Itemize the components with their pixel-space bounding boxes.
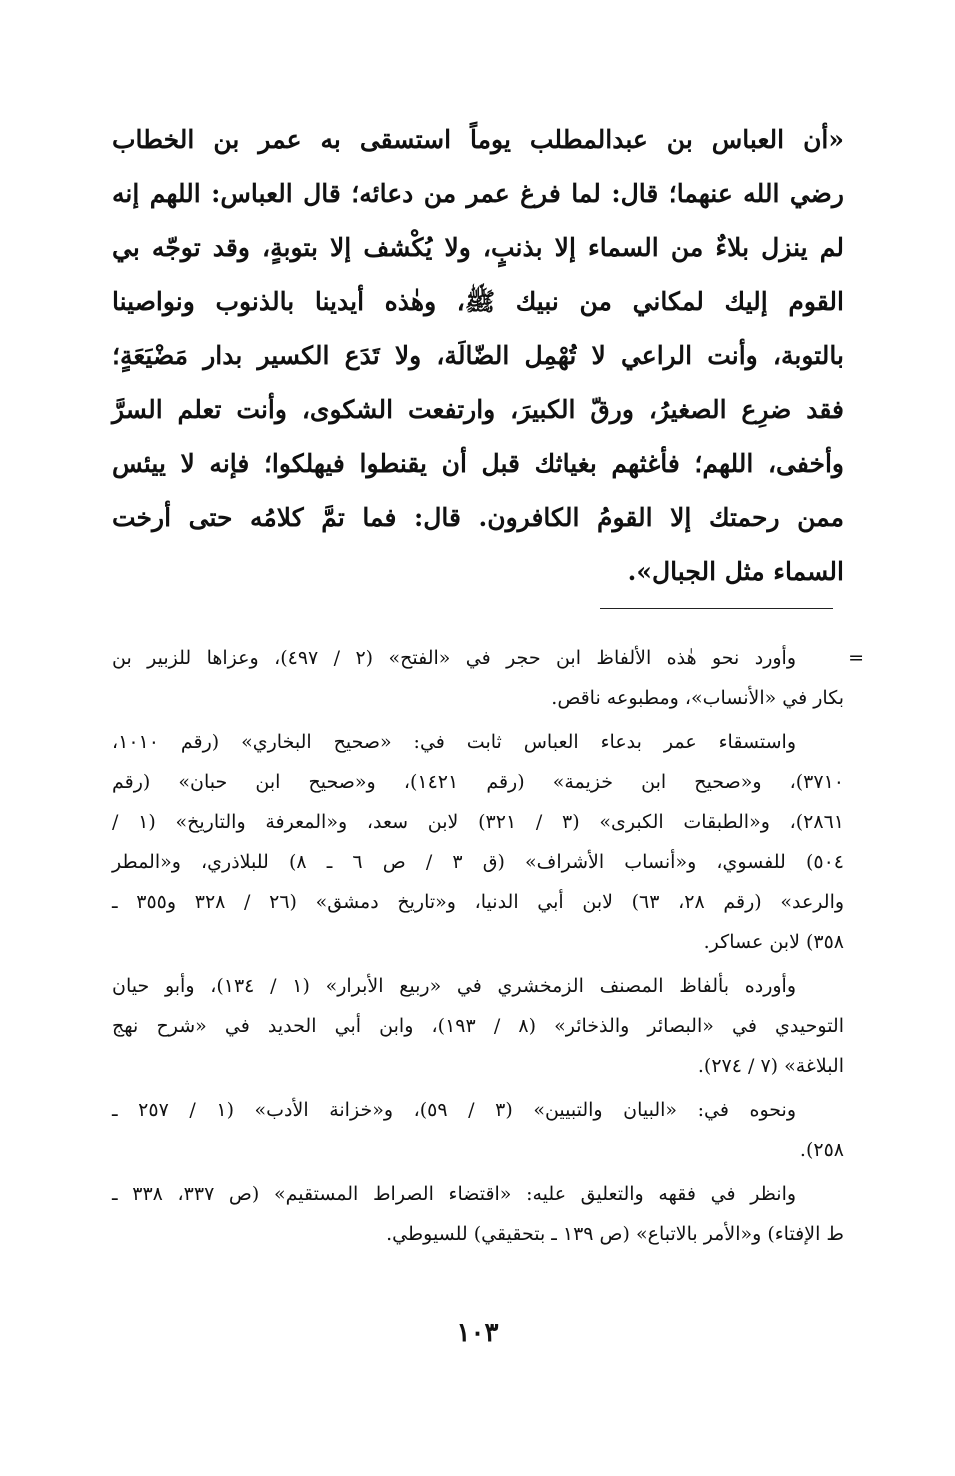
footnote-line: ٢٨٦١)، و«الطبقات الكبرى» (٣ / ٣٢١) لابن سعد، و«المعرفة والتاريخ» (١ / — [112, 811, 844, 833]
main-text-line: «أن العباس بن عبدالمطلب يوماً استسقى به عمر بن الخطاب — [112, 125, 844, 154]
footnote-paragraph — [112, 1174, 844, 1254]
footnote-paragraph — [112, 722, 844, 962]
footnote-line: ٢٥٨). — [799, 1139, 844, 1161]
footnote-line: بكار في «الأنساب»، ومطبوعه ناقص. — [551, 687, 844, 709]
footnote-line: ٣٥٨) لابن عساكر. — [703, 931, 844, 953]
main-text-line: القوم إليك لمكاني من نبيك ﷺ، وهٰذه أيدينا بالذنوب ونواصينا — [112, 287, 844, 316]
footnote-line: وأورد نحو هٰذه الألفاظ ابن حجر في «الفتح» (٢ / ٤٩٧)، وعزاها للزبير بن — [112, 647, 796, 669]
footnote-line: ٥٠٤) للفسوي، و«أنساب الأشراف» (ق ٣ / ص ٦ ـ ٨) للبلاذري، و«المطر — [112, 851, 844, 873]
continuation-marker: = — [848, 647, 864, 669]
footnote-line: وأورده بألفاظ المصنف الزمخشري في «ربيع الأبرار» (١ / ١٣٤)، وأبو حيان — [112, 975, 796, 997]
footnotes — [112, 638, 864, 1258]
main-text — [112, 113, 844, 599]
footnote-line: ٣٧١٠)، و«صحيح ابن خزيمة» (رقم ١٤٢١)، و«صحيح ابن حبان» (رقم — [112, 771, 844, 793]
main-text-line: لم ينزل بلاءٌ من السماء إلا بذنبٍ، ولا يُكْشف إلا بتوبةٍ، وقد توجّه بي — [112, 233, 844, 262]
footnote-line: والرعد» (رقم ٢٨، ٦٣) لابن أبي الدنيا، و«تاريخ دمشق» (٢٦ / ٣٢٨ و٣٥٥ ـ — [112, 891, 845, 913]
footnote-line: البلاغة» (٧ / ٢٧٤). — [697, 1055, 844, 1077]
main-text-line: السماء مثل الجبال». — [627, 557, 844, 586]
main-text-line: وأخفى، اللهم؛ فأغثهم بغياثك قبل أن يقنطوا فيهلكوا؛ فإنه لا ييئس — [112, 449, 844, 478]
footnote-line: وانظر في فقهه والتعليق عليه: «اقتضاء الصراط المستقيم» (ص ٣٣٧، ٣٣٨ ـ — [112, 1183, 797, 1205]
footnote-line: ط الإفتاء) و«الأمر بالاتباع» (ص ١٣٩ ـ بتحقيقي) للسيوطي. — [386, 1223, 844, 1245]
footnote-paragraph — [112, 638, 844, 718]
main-text-line: بالتوبة، وأنت الراعي لا تُهْمِل الضّالَة، ولا تَدَع الكسير بدار مَضْيَعَةٍ؛ — [112, 341, 844, 370]
footnote-paragraph — [112, 966, 844, 1086]
footnote-line: ونحوه في: «البيان والتبيين» (٣ / ٥٩)، و«خزانة الأدب» (١ / ٢٥٧ ـ — [112, 1099, 797, 1121]
footnote-line: التوحيدي في «البصائر والذخائر» (٨ / ١٩٣)، وابن أبي الحديد في «شرح نهج — [112, 1015, 844, 1037]
main-text-line: رضي الله عنهما؛ قال: لما فرغ عمر من دعائه؛ قال العباس: اللهم إنه — [112, 179, 844, 208]
main-text-line: فقد ضرِع الصغيرُ، ورقّ الكبيرَ، وارتفعت الشكوى، وأنت تعلم السرَّ — [112, 395, 844, 424]
footnote-line: واستسقاء عمر بدعاء العباس ثابت في: «صحيح البخاري» (رقم ١٠١٠، — [112, 731, 796, 753]
main-text-line: ممن رحمتك إلا القومُ الكافرون. قال: فما تمَّ كلامُه حتى أرخت — [112, 503, 844, 532]
page-number: ١٠٣ — [456, 1318, 499, 1348]
footnote-paragraph — [112, 1090, 844, 1170]
footnote-separator — [600, 608, 833, 609]
